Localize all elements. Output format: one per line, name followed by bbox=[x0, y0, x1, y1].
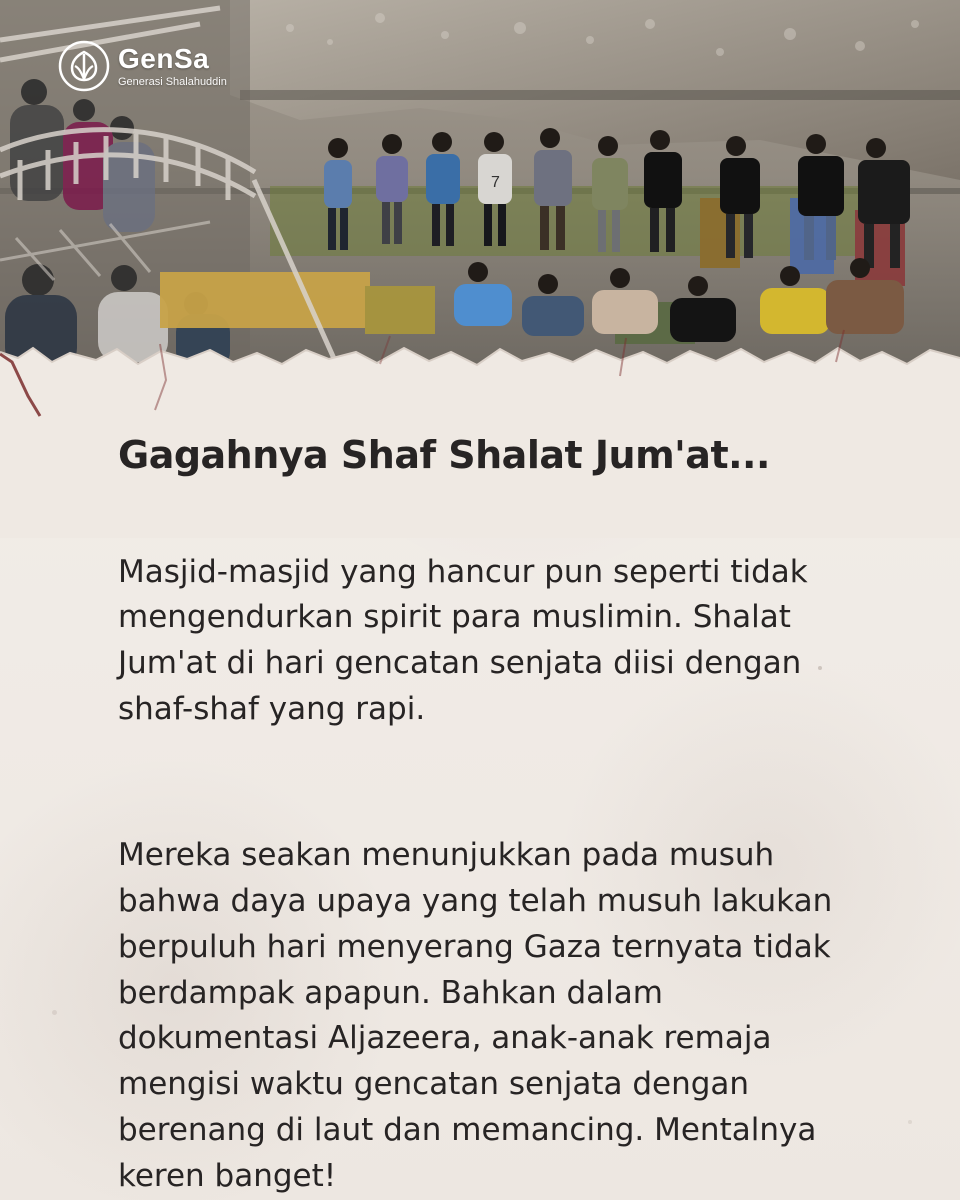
brand-name: GenSa bbox=[118, 42, 210, 74]
paper-speck-2 bbox=[52, 1010, 57, 1015]
paper-speck-3 bbox=[908, 1120, 912, 1124]
leaf-logo-icon bbox=[58, 40, 110, 92]
article-title: Gagahnya Shaf Shalat Jum'at... bbox=[118, 433, 770, 477]
article-body bbox=[118, 504, 858, 1200]
svg-text:7: 7 bbox=[491, 174, 500, 191]
article-content bbox=[118, 434, 858, 1200]
paragraph-1: Masjid-masjid yang hancur pun seperti tidak mengendurkan spirit para muslimin. Shalat Jum'at di hari gencatan senjata diisi dengan shaf-shaf yang rapi. bbox=[118, 553, 808, 728]
brand-text bbox=[118, 42, 227, 88]
brand-tagline: Generasi Shalahuddin bbox=[118, 75, 227, 88]
paragraph-2: Mereka seakan menunjukkan pada musuh bahwa daya upaya yang telah musuh lakukan berpuluh hari menyerang Gaza ternyata tidak berdampak apapun. Bahkan dalam dokumentasi Aljazeera, anak-anak remaja mengisi waktu gencatan senjata dengan berenang di laut dan memancing. Mentalnya keren banget! bbox=[118, 836, 833, 1195]
brand-logo bbox=[58, 40, 227, 92]
